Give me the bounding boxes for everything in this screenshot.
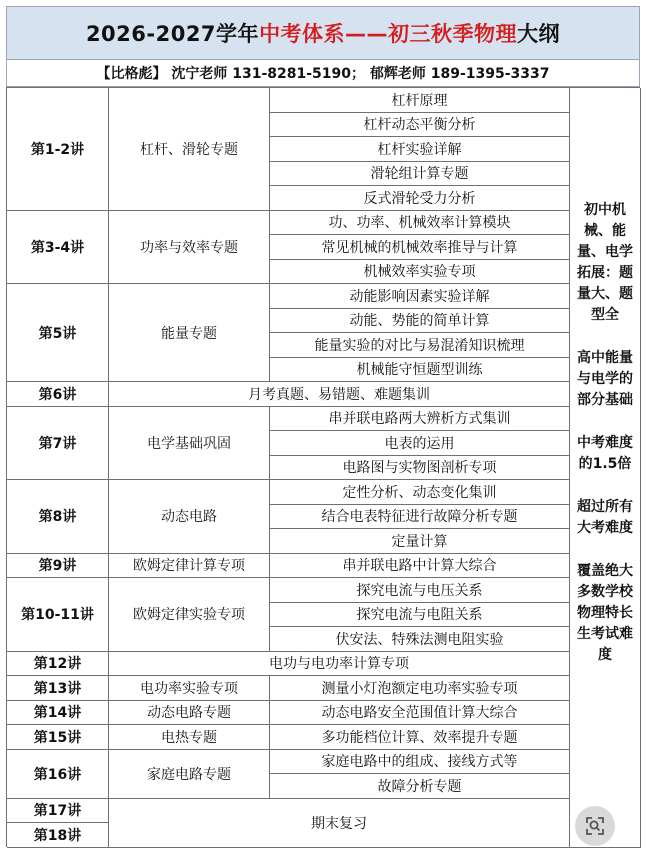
side-notes-column bbox=[570, 88, 641, 848]
content-item: 故障分析专题 bbox=[270, 774, 570, 799]
title-prefix: 2026-2027学年 bbox=[85, 22, 260, 46]
lesson-number: 第5讲 bbox=[7, 284, 109, 382]
topic-cell: 电热专题 bbox=[109, 725, 270, 750]
lesson-number: 第9讲 bbox=[7, 554, 109, 579]
topic-cell: 电学基础巩固 bbox=[109, 407, 270, 481]
lesson-number: 第7讲 bbox=[7, 407, 109, 481]
content-item: 能量实验的对比与易混淆知识梳理 bbox=[270, 333, 570, 358]
lesson-number: 第10-11讲 bbox=[7, 578, 109, 652]
lesson-number: 第16讲 bbox=[7, 750, 109, 799]
topic-cell: 欧姆定律实验专项 bbox=[109, 578, 270, 652]
lesson-number: 第15讲 bbox=[7, 725, 109, 750]
content-item: 串并联电路中计算大综合 bbox=[270, 554, 570, 579]
side-note: 超过所有大考难度 bbox=[577, 499, 633, 536]
content-item: 动态电路安全范围值计算大综合 bbox=[270, 701, 570, 726]
lesson-number: 第17讲 bbox=[7, 799, 109, 824]
content-item: 反式滑轮受力分析 bbox=[270, 186, 570, 211]
syllabus-table bbox=[6, 87, 640, 847]
content-item: 定量计算 bbox=[270, 529, 570, 554]
content-item: 杠杆动态平衡分析 bbox=[270, 113, 570, 138]
content-item: 电表的运用 bbox=[270, 431, 570, 456]
lesson-number: 第14讲 bbox=[7, 701, 109, 726]
side-note: 初中机械、能量、电学拓展：题量大、题型全 bbox=[577, 202, 633, 323]
topic-cell: 欧姆定律计算专项 bbox=[109, 554, 270, 579]
side-note: 中考难度的1.5倍 bbox=[577, 435, 633, 472]
lesson-number: 第18讲 bbox=[7, 823, 109, 848]
content-item: 探究电流与电压关系 bbox=[270, 578, 570, 603]
final-review: 期末复习 bbox=[109, 799, 570, 848]
title-suffix: 大纲 bbox=[517, 22, 561, 46]
lesson-number: 第1-2讲 bbox=[7, 88, 109, 211]
lesson-number: 第8讲 bbox=[7, 480, 109, 554]
merged-topic: 电功与电功率计算专项 bbox=[109, 652, 570, 677]
merged-topic: 月考真题、易错题、难题集训 bbox=[109, 382, 570, 407]
content-item: 动能影响因素实验详解 bbox=[270, 284, 570, 309]
topic-cell: 动态电路专题 bbox=[109, 701, 270, 726]
content-item: 电路图与实物图剖析专项 bbox=[270, 456, 570, 481]
content-item: 滑轮组计算专题 bbox=[270, 162, 570, 187]
lesson-number: 第13讲 bbox=[7, 676, 109, 701]
title-highlight: 中考体系——初三秋季物理 bbox=[259, 22, 518, 46]
content-item: 杠杆实验详解 bbox=[270, 137, 570, 162]
content-item: 多功能档位计算、效率提升专题 bbox=[270, 725, 570, 750]
zoom-search-icon[interactable] bbox=[575, 806, 615, 846]
content-item: 家庭电路中的组成、接线方式等 bbox=[270, 750, 570, 775]
side-note: 覆盖绝大多数学校物理特长生考试难度 bbox=[577, 563, 633, 663]
content-item: 探究电流与电阻关系 bbox=[270, 603, 570, 628]
contact-line: 【比格彪】 沈宁老师 131-8281-5190； 郁辉老师 189-1395-3337 bbox=[6, 60, 640, 87]
lesson-number: 第6讲 bbox=[7, 382, 109, 407]
content-item: 伏安法、特殊法测电阻实验 bbox=[270, 627, 570, 652]
topic-cell: 能量专题 bbox=[109, 284, 270, 382]
content-item: 常见机械的机械效率推导与计算 bbox=[270, 235, 570, 260]
content-item: 动能、势能的简单计算 bbox=[270, 309, 570, 334]
lesson-number: 第3-4讲 bbox=[7, 211, 109, 285]
content-item: 杠杆原理 bbox=[270, 88, 570, 113]
content-item: 机械效率实验专项 bbox=[270, 260, 570, 285]
topic-cell: 家庭电路专题 bbox=[109, 750, 270, 799]
content-item: 机械能守恒题型训练 bbox=[270, 358, 570, 383]
lesson-number: 第12讲 bbox=[7, 652, 109, 677]
topic-cell: 电功率实验专项 bbox=[109, 676, 270, 701]
content-item: 串并联电路两大辨析方式集训 bbox=[270, 407, 570, 432]
content-item: 定性分析、动态变化集训 bbox=[270, 480, 570, 505]
side-note: 高中能量与电学的部分基础 bbox=[577, 350, 633, 408]
page-title bbox=[6, 6, 640, 60]
content-item: 结合电表特征进行故障分析专题 bbox=[270, 505, 570, 530]
topic-cell: 动态电路 bbox=[109, 480, 270, 554]
content-item: 功、功率、机械效率计算模块 bbox=[270, 211, 570, 236]
content-item: 测量小灯泡额定电功率实验专项 bbox=[270, 676, 570, 701]
topic-cell: 杠杆、滑轮专题 bbox=[109, 88, 270, 211]
topic-cell: 功率与效率专题 bbox=[109, 211, 270, 285]
